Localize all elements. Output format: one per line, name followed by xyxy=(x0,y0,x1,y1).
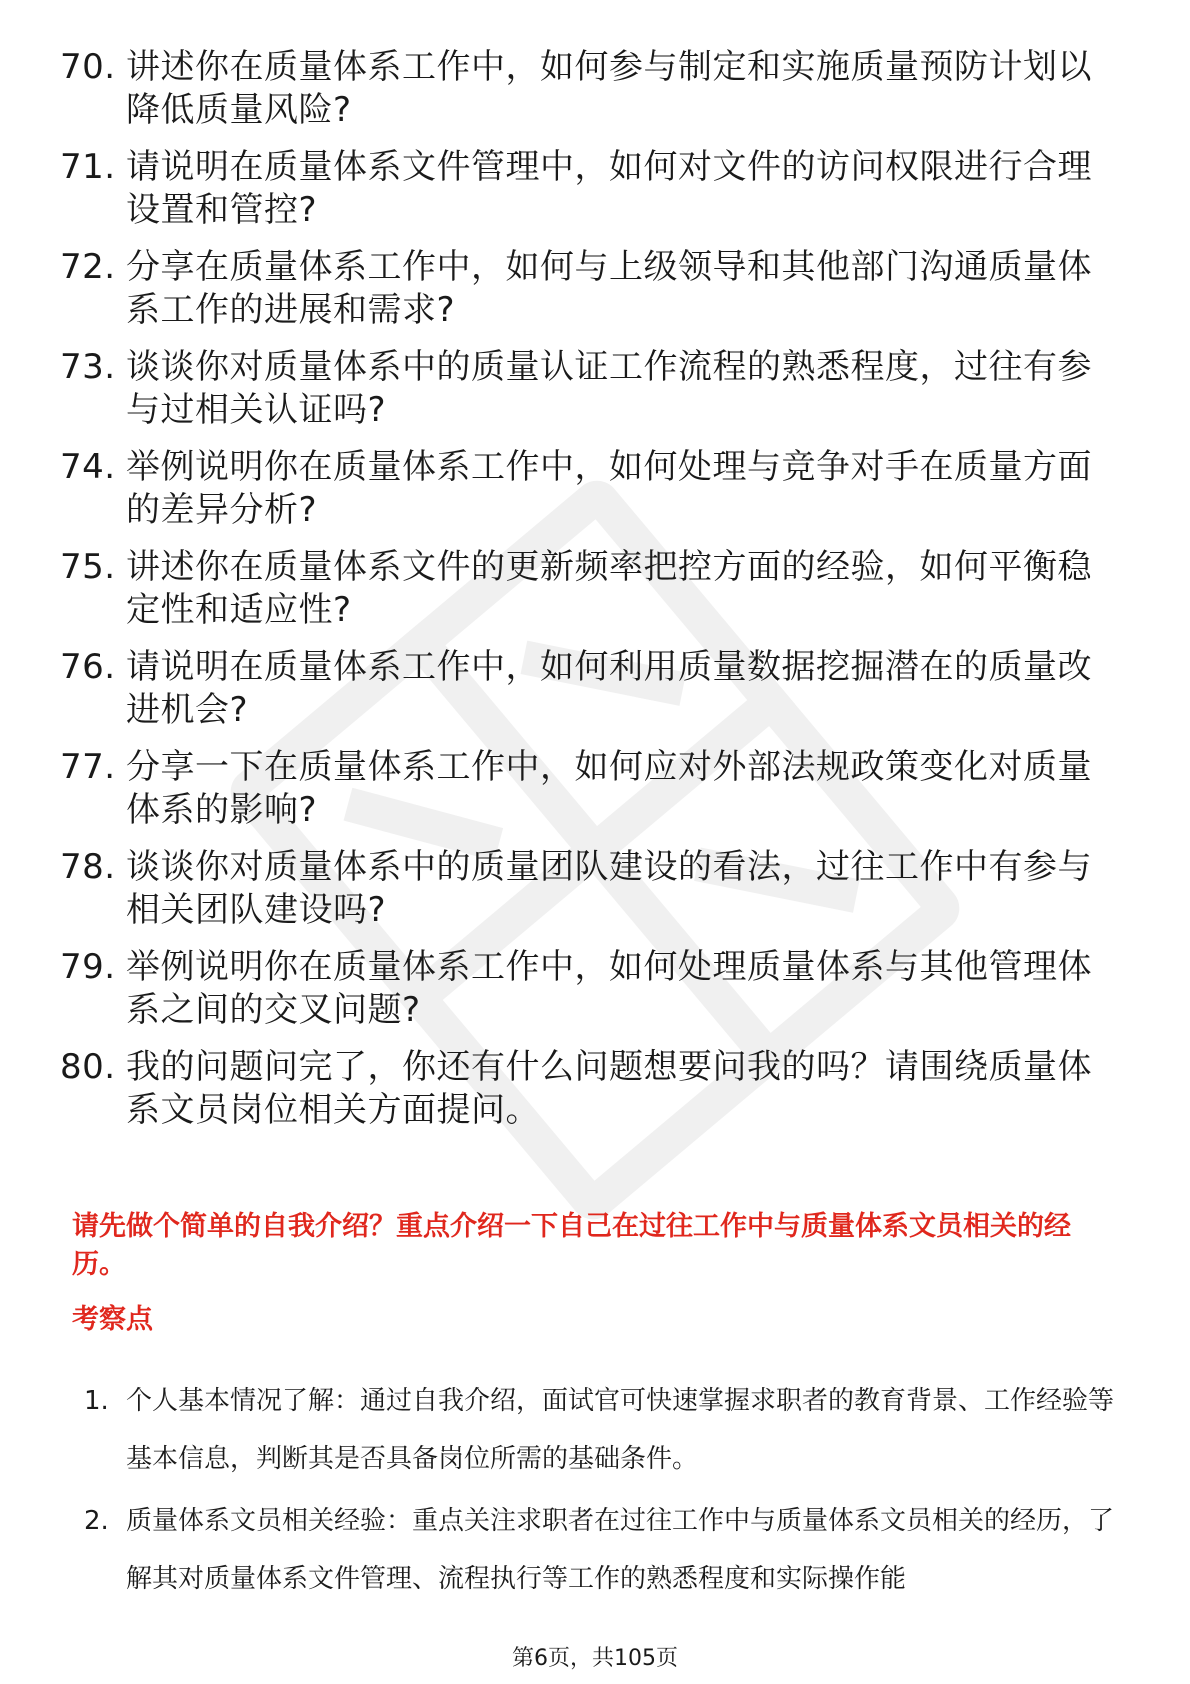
question-text: 讲述你在质量体系工作中，如何参与制定和实施质量预防计划以降低质量风险? xyxy=(126,47,1092,130)
question-number: 74. xyxy=(60,447,116,487)
question-number: 77. xyxy=(60,747,116,787)
question-number: 71. xyxy=(60,147,116,187)
list-item xyxy=(60,346,1120,432)
question-text: 分享在质量体系工作中，如何与上级领导和其他部门沟通质量体系工作的进展和需求? xyxy=(126,247,1092,330)
point-text: 个人基本情况了解：通过自我介绍，面试官可快速掌握求职者的教育背景、工作经验等基本信息，判断其是否具备岗位所需的基础条件。 xyxy=(126,1386,1115,1474)
question-text: 请说明在质量体系文件管理中，如何对文件的访问权限进行合理设置和管控? xyxy=(126,147,1092,230)
question-text: 我的问题问完了，你还有什么问题想要问我的吗？请围绕质量体系文员岗位相关方面提问。 xyxy=(126,1047,1092,1130)
list-item xyxy=(60,846,1120,932)
section-heading: 请先做个简单的自我介绍？重点介绍一下自己在过往工作中与质量体系文员相关的经历。 xyxy=(72,1211,1071,1280)
question-text: 谈谈你对质量体系中的质量认证工作流程的熟悉程度，过往有参与过相关认证吗? xyxy=(126,347,1092,430)
point-number: 1. xyxy=(84,1386,109,1416)
question-text: 谈谈你对质量体系中的质量团队建设的看法，过往工作中有参与相关团队建设吗? xyxy=(126,847,1092,930)
focus-points-label: 考察点 xyxy=(72,1304,153,1335)
list-item xyxy=(60,246,1120,332)
question-text: 举例说明你在质量体系工作中，如何处理质量体系与其他管理体系之间的交叉问题? xyxy=(126,947,1092,1030)
question-number: 76. xyxy=(60,647,116,687)
point-number: 2. xyxy=(84,1506,109,1536)
question-number: 79. xyxy=(60,947,116,987)
list-item xyxy=(60,446,1120,532)
question-text: 分享一下在质量体系工作中，如何应对外部法规政策变化对质量体系的影响? xyxy=(126,747,1092,830)
question-text: 讲述你在质量体系文件的更新频率把控方面的经验，如何平衡稳定性和适应性? xyxy=(126,547,1092,630)
question-number: 75. xyxy=(60,547,116,587)
question-number: 80. xyxy=(60,1047,116,1087)
list-item xyxy=(60,746,1120,832)
focus-points-list xyxy=(84,1372,1124,1612)
list-item xyxy=(60,546,1120,632)
list-item xyxy=(60,46,1120,132)
list-item xyxy=(60,146,1120,232)
question-number: 73. xyxy=(60,347,116,387)
page-footer: 第6页，共105页 xyxy=(512,1646,678,1671)
list-item xyxy=(60,946,1120,1032)
list-item xyxy=(84,1492,1124,1608)
question-number: 78. xyxy=(60,847,116,887)
question-list xyxy=(60,46,1120,1146)
question-text: 举例说明你在质量体系工作中，如何处理与竞争对手在质量方面的差异分析? xyxy=(126,447,1092,530)
list-item xyxy=(60,1046,1120,1132)
question-number: 72. xyxy=(60,247,116,287)
list-item xyxy=(84,1372,1124,1488)
point-text: 质量体系文员相关经验：重点关注求职者在过往工作中与质量体系文员相关的经历，了解其对质量体系文件管理、流程执行等工作的熟悉程度和实际操作能 xyxy=(126,1506,1115,1594)
list-item xyxy=(60,646,1120,732)
question-text: 请说明在质量体系工作中，如何利用质量数据挖掘潜在的质量改进机会? xyxy=(126,647,1092,730)
question-number: 70. xyxy=(60,47,116,87)
